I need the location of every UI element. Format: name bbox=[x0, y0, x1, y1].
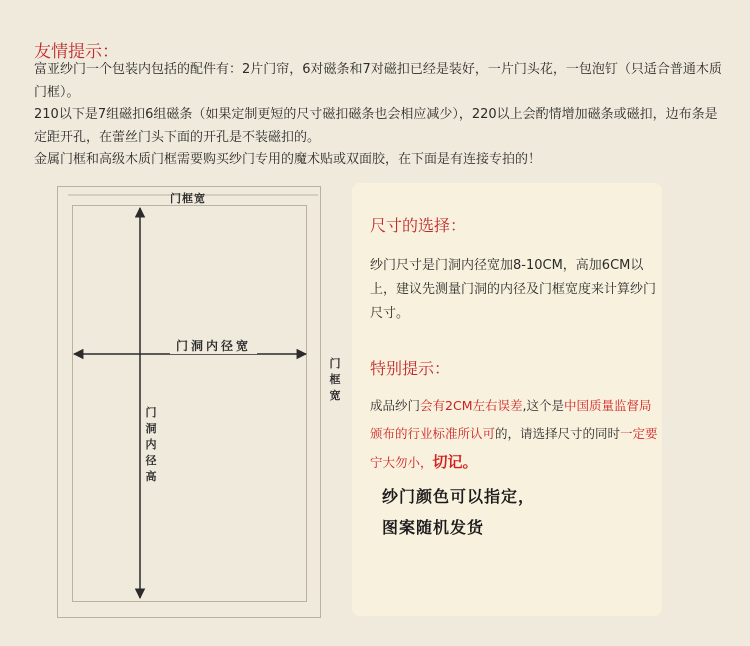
tip-text bbox=[370, 392, 660, 477]
frame-width-label-top: 门框宽 bbox=[170, 192, 206, 205]
tip-error-margin: 会有2CM左右误差 bbox=[420, 398, 523, 413]
color-note: 纱门颜色可以指定， bbox=[382, 487, 536, 506]
size-heading: 尺寸的选择： bbox=[370, 216, 467, 235]
tip-heading: 特别提示： bbox=[370, 359, 451, 378]
frame-width-label-side: 门框宽 bbox=[329, 357, 341, 402]
size-text: 纱门尺寸是门洞内径宽加8-10CM，高加6CM以上，建议先测量门洞的内径及门框宽度来计算纱门尺寸。 bbox=[370, 258, 657, 321]
notice-line-accessories: 富亚纱门一个包装内包括的配件有：2片门帘，6对磁条和7对磁扣已经是装好，一片门头花，一包泡钉（只适合普通木质门框）。 bbox=[34, 62, 722, 100]
tip-remember: 切记。 bbox=[432, 453, 478, 471]
notice-line-magnets: 210以下是7组磁扣6组磁条（如果定制更短的尺寸磁扣磁条也会相应减少），220以上会酌情增加磁条或磁扣，边布条是定距开孔，在蕾丝门头下面的开孔是不装磁扣的。 bbox=[34, 107, 718, 145]
tip-text-3: ,这个是 bbox=[522, 398, 564, 413]
pattern-note: 图案随机发货 bbox=[382, 518, 485, 537]
tip-text-5: 的，请选择尺寸的同时 bbox=[495, 426, 621, 441]
inner-width-label: 门洞内径宽 bbox=[170, 337, 257, 354]
notice-title: 友情提示： bbox=[34, 42, 119, 62]
tip-bigger-not-smaller: 一定要宁大勿小， bbox=[370, 426, 658, 470]
tip-standard: 中国质量监督局颁布的行业标准所认可 bbox=[370, 398, 652, 441]
inner-height-label: 门洞内径高 bbox=[145, 406, 157, 483]
tip-text-1: 成品纱门 bbox=[370, 398, 421, 413]
notice-line-frames: 金属门框和高级木质门框需要购买纱门专用的魔术贴或双面胶，在下面是有连接专拍的！ bbox=[34, 152, 542, 167]
